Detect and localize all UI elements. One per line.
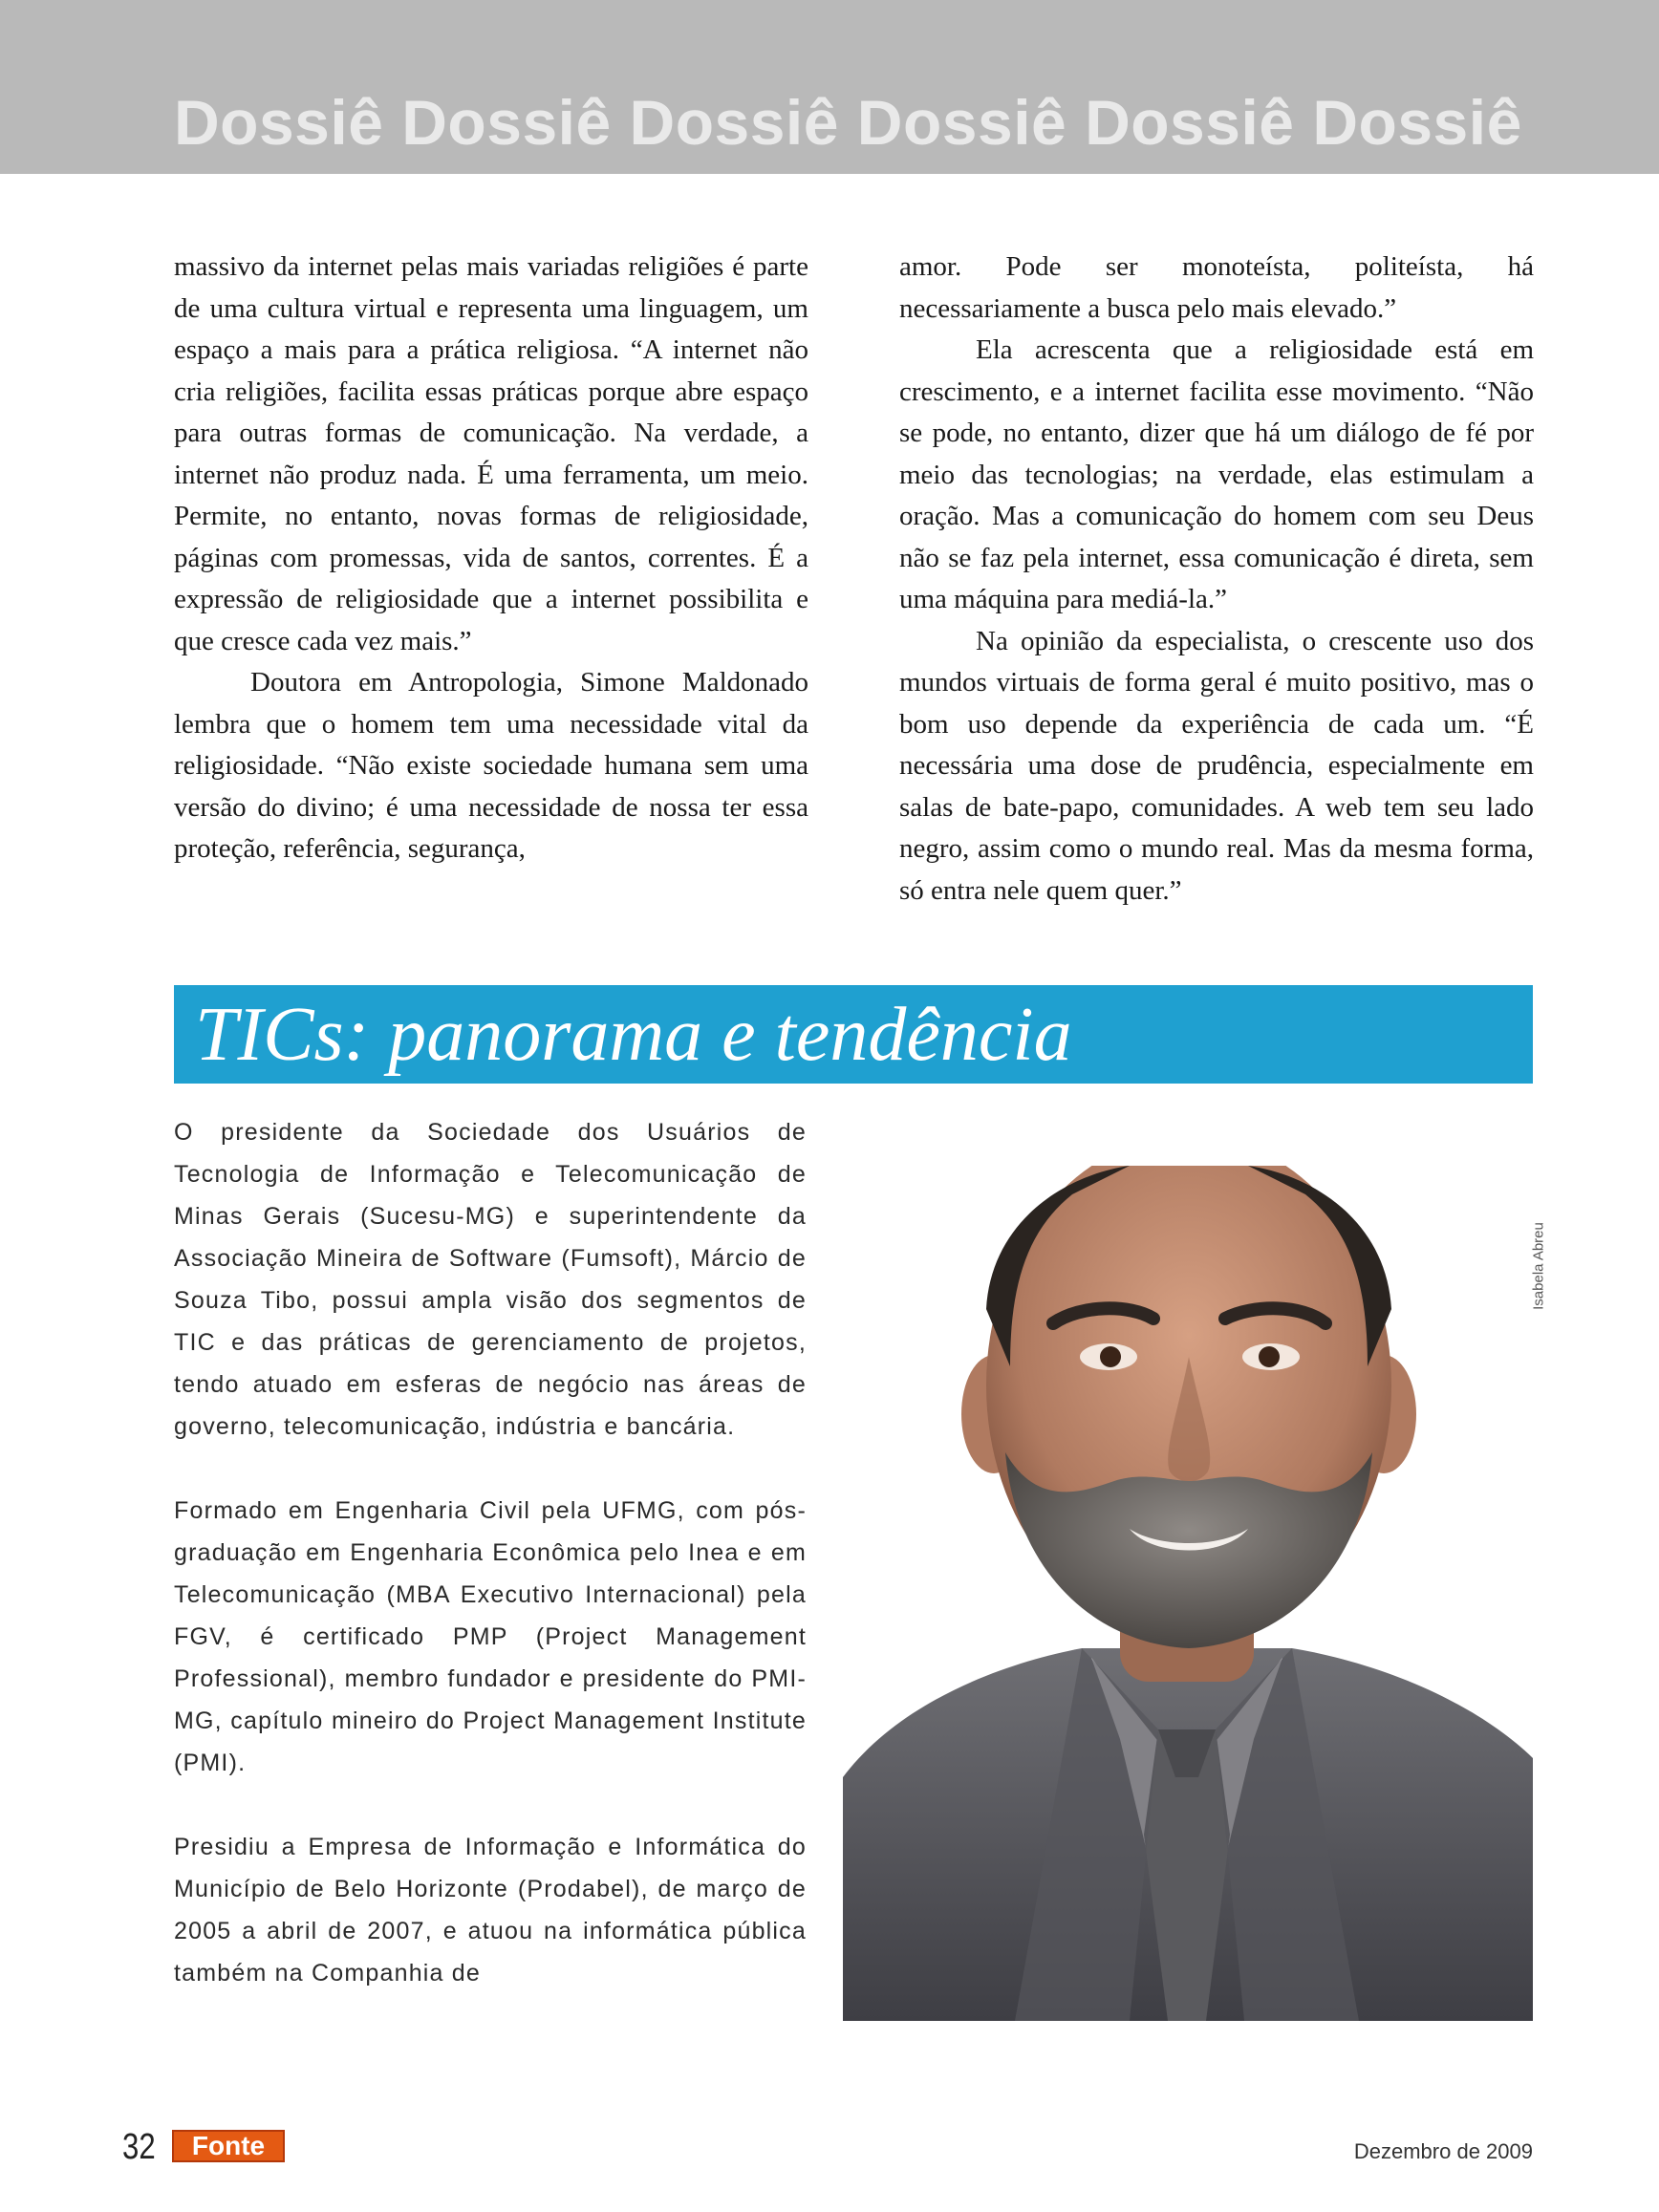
photo-credit (1527, 1209, 1550, 1323)
article-right-column (899, 247, 1534, 912)
brand-logo-text: Fonte (191, 2131, 266, 2160)
bio-paragraph: O presidente da Sociedade dos Usuários de Tecnologia de Informação e Telecomunicação de Minas Gerais (Sucesu-MG) e superintendente da Associação Mineira de Software (Fumsoft), Márcio de Souza Tibo, possui ampla visão dos segmentos de TIC e das práticas de gerenciamento de projetos, tendo atuado em esferas de negócio nas áreas de governo, telecomunicação, indústria e bancária. (174, 1119, 807, 1440)
article-paragraph: amor. Pode ser monoteísta, politeísta, há necessariamente a busca pelo mais elevado.” (899, 251, 1534, 324)
portrait-photo (843, 1166, 1533, 2021)
portrait-illustration (843, 1166, 1533, 2021)
bio-paragraph: Presidiu a Empresa de Informação e Informática do Município de Belo Horizonte (Prodabel), de março de 2005 a abril de 2007, e atuou na informática pública também na Companhia de (174, 1834, 807, 1987)
photo-credit-text: Isabela Abreu (1530, 1222, 1547, 1310)
header-band (0, 0, 1659, 174)
page-number: 32 (122, 2127, 156, 2167)
article-paragraph: Na opinião da especialista, o crescente uso dos mundos virtuais de forma geral é muito positivo, mas o bom uso depende da experiência de cada um. “É necessária uma dose de prudência, especialmente em salas de bate-papo, comunidades. A web tem seu lado negro, assim como o mundo real. Mas da mesma forma, só entra nele quem quer.” (899, 625, 1534, 906)
article-left-column (174, 247, 808, 870)
issue-date: Dezembro de 2009 (1353, 2139, 1533, 2163)
section-title-bar (174, 985, 1533, 1084)
brand-logo (172, 2130, 285, 2162)
article-paragraph: massivo da internet pelas mais variadas religiões é parte de uma cultura virtual e representa uma linguagem, um espaço a mais para a prática religiosa. “A internet não cria religiões, facilita essas práticas porque abre espaço para outras formas de comunicação. Na verdade, a internet não produz nada. É uma ferramenta, um meio. Permite, no entanto, novas formas de religiosidade, páginas com promessas, vida de santos, correntes. É a expressão de religiosidade que a internet possibilita e que cresce cada vez mais.” (174, 251, 808, 656)
section-title: TICs: panorama e tendência (195, 993, 1072, 1077)
article-paragraph: Doutora em Antropologia, Simone Maldonado lembra que o homem tem uma necessidade vital da religiosidade. “Não existe sociedade humana sem uma versão do divino; é uma necessidade de nossa ter essa proteção, referência, segurança, (174, 667, 808, 864)
running-header: Dossiê Dossiê Dossiê Dossiê Dossiê Dossiê (174, 87, 1522, 158)
bio-paragraph: Formado em Engenharia Civil pela UFMG, com pós-graduação em Engenharia Econômica pelo Inea e em Telecomunicação (MBA Executivo Internacional) pela FGV, é certificado PMP (Project Management Professional), membro fundador e presidente do PMI-MG, capítulo mineiro do Project Management Institute (PMI). (174, 1497, 807, 1776)
article-paragraph: Ela acrescenta que a religiosidade está em crescimento, e a internet facilita esse movimento. “Não se pode, no entanto, dizer que há um diálogo de fé por meio das tecnologias; na verdade, elas estimulam a oração. Mas a comunicação do homem com seu Deus não se faz pela internet, essa comunicação é direta, sem uma máquina para mediá-la.” (899, 334, 1534, 614)
bio-text (174, 1111, 807, 2036)
